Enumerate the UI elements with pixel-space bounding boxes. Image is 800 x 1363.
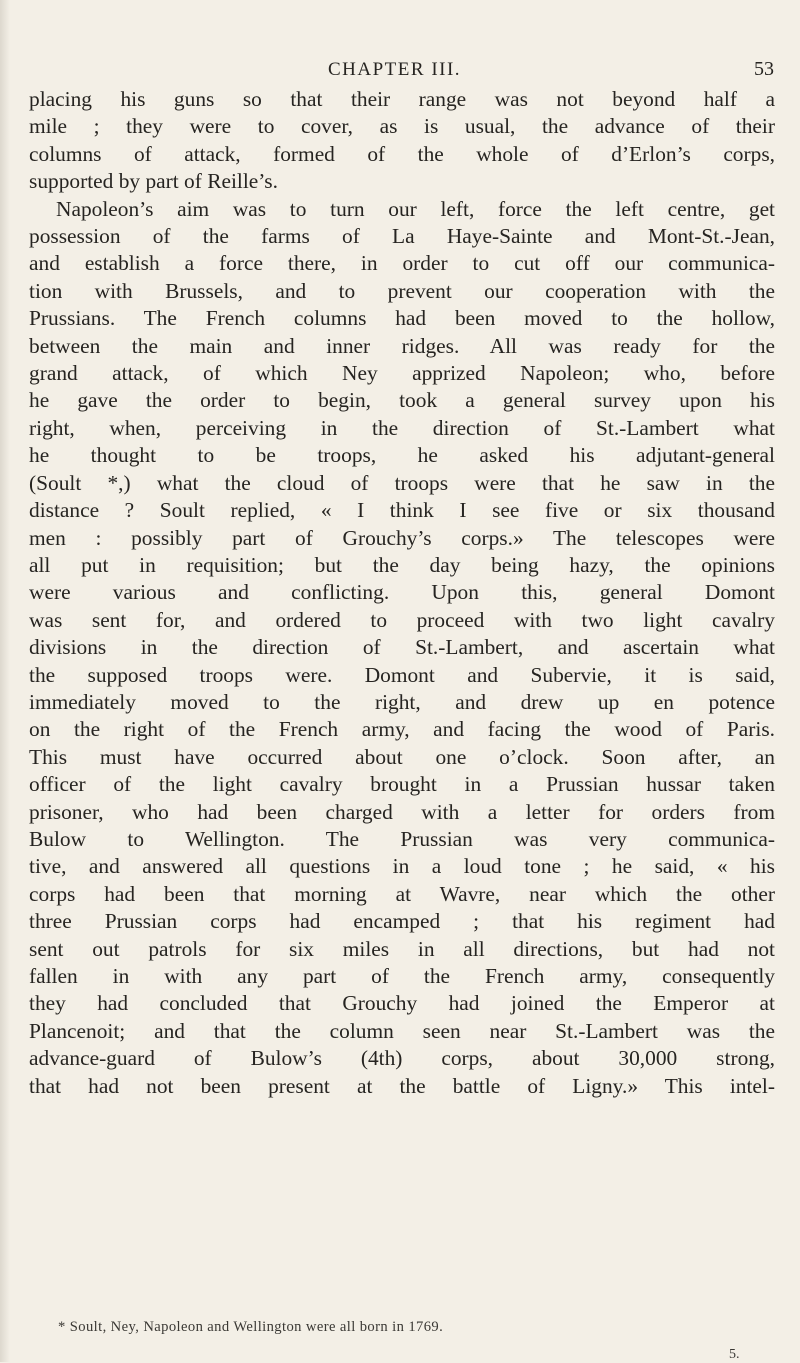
page-header <box>256 59 800 89</box>
body-line: that had not been present at the battle of Ligny.» This intel- <box>29 1073 775 1098</box>
body-line: and establish a force there, in order to cut off our communica- <box>29 251 775 276</box>
body-line: Napoleon’s aim was to turn our left, force the left centre, get <box>56 196 775 221</box>
body-line: columns of attack, formed of the whole of d’Erlon’s corps, <box>29 141 775 166</box>
body-line: mile ; they were to cover, as is usual, the advance of their <box>29 114 775 139</box>
body-line: the supposed troops were. Domont and Subervie, it is said, <box>29 662 775 687</box>
body-line: divisions in the direction of St.-Lambert, and ascertain what <box>29 635 775 660</box>
body-line: tion with Brussels, and to prevent our cooperation with the <box>29 278 775 303</box>
body-line: right, when, perceiving in the direction of St.-Lambert what <box>29 415 775 440</box>
body-line: officer of the light cavalry brought in a Prussian hussar taken <box>29 772 775 797</box>
body-line: they had concluded that Grouchy had joined the Emperor at <box>29 991 775 1016</box>
body-line: men : possibly part of Grouchy’s corps.» The telescopes were <box>29 525 775 550</box>
body-line: Bulow to Wellington. The Prussian was very communica- <box>29 826 775 851</box>
body-text <box>29 86 775 1100</box>
body-line: corps had been that morning at Wavre, near which the other <box>29 881 775 906</box>
body-line: supported by part of Reille’s. <box>29 169 278 194</box>
body-line: This must have occurred about one o’clock. Soon after, an <box>29 744 775 769</box>
body-line: he thought to be troops, he asked his adjutant-general <box>29 443 775 468</box>
body-line: placing his guns so that their range was not beyond half a <box>29 87 775 111</box>
body-line: prisoner, who had been charged with a letter for orders from <box>29 799 775 824</box>
page-number: 53 <box>754 58 774 80</box>
body-line: immediately moved to the right, and drew up en potence <box>29 689 775 714</box>
body-line: he gave the order to begin, took a general survey upon his <box>29 388 775 413</box>
body-line: (Soult *,) what the cloud of troops were that he saw in the <box>29 470 775 495</box>
body-line: was sent for, and ordered to proceed with two light cavalry <box>29 607 775 632</box>
body-line: were various and conflicting. Upon this, general Domont <box>29 580 775 605</box>
body-line: distance ? Soult replied, « I think I see five or six thousand <box>29 498 775 523</box>
body-line: Prussians. The French columns had been moved to the hollow, <box>29 306 775 331</box>
body-line: between the main and inner ridges. All was ready for the <box>29 333 775 358</box>
page-edge-shadow <box>0 0 10 1362</box>
body-line: sent out patrols for six miles in all directions, but had not <box>29 936 775 961</box>
body-line: fallen in with any part of the French army, consequently <box>29 964 775 988</box>
body-line: advance-guard of Bulow’s (4th) corps, about 30,000 strong, <box>29 1046 775 1071</box>
body-line: grand attack, of which Ney apprized Napoleon; who, before <box>29 361 775 386</box>
body-line: tive, and answered all questions in a loud tone ; he said, « his <box>29 854 775 879</box>
signature-mark: 5. <box>729 1347 740 1362</box>
body-line: on the right of the French army, and facing the wood of Paris. <box>29 717 775 742</box>
body-line: all put in requisition; but the day being hazy, the opinions <box>29 552 775 577</box>
running-head: CHAPTER III. <box>328 59 462 80</box>
body-line: Plancenoit; and that the column seen near St.-Lambert was the <box>29 1018 775 1043</box>
footnote: * Soult, Ney, Napoleon and Wellington were all born in 1769. <box>58 1319 444 1335</box>
body-line: three Prussian corps had encamped ; that his regiment had <box>29 909 775 934</box>
body-line: possession of the farms of La Haye-Sainte and Mont-St.-Jean, <box>29 224 775 249</box>
